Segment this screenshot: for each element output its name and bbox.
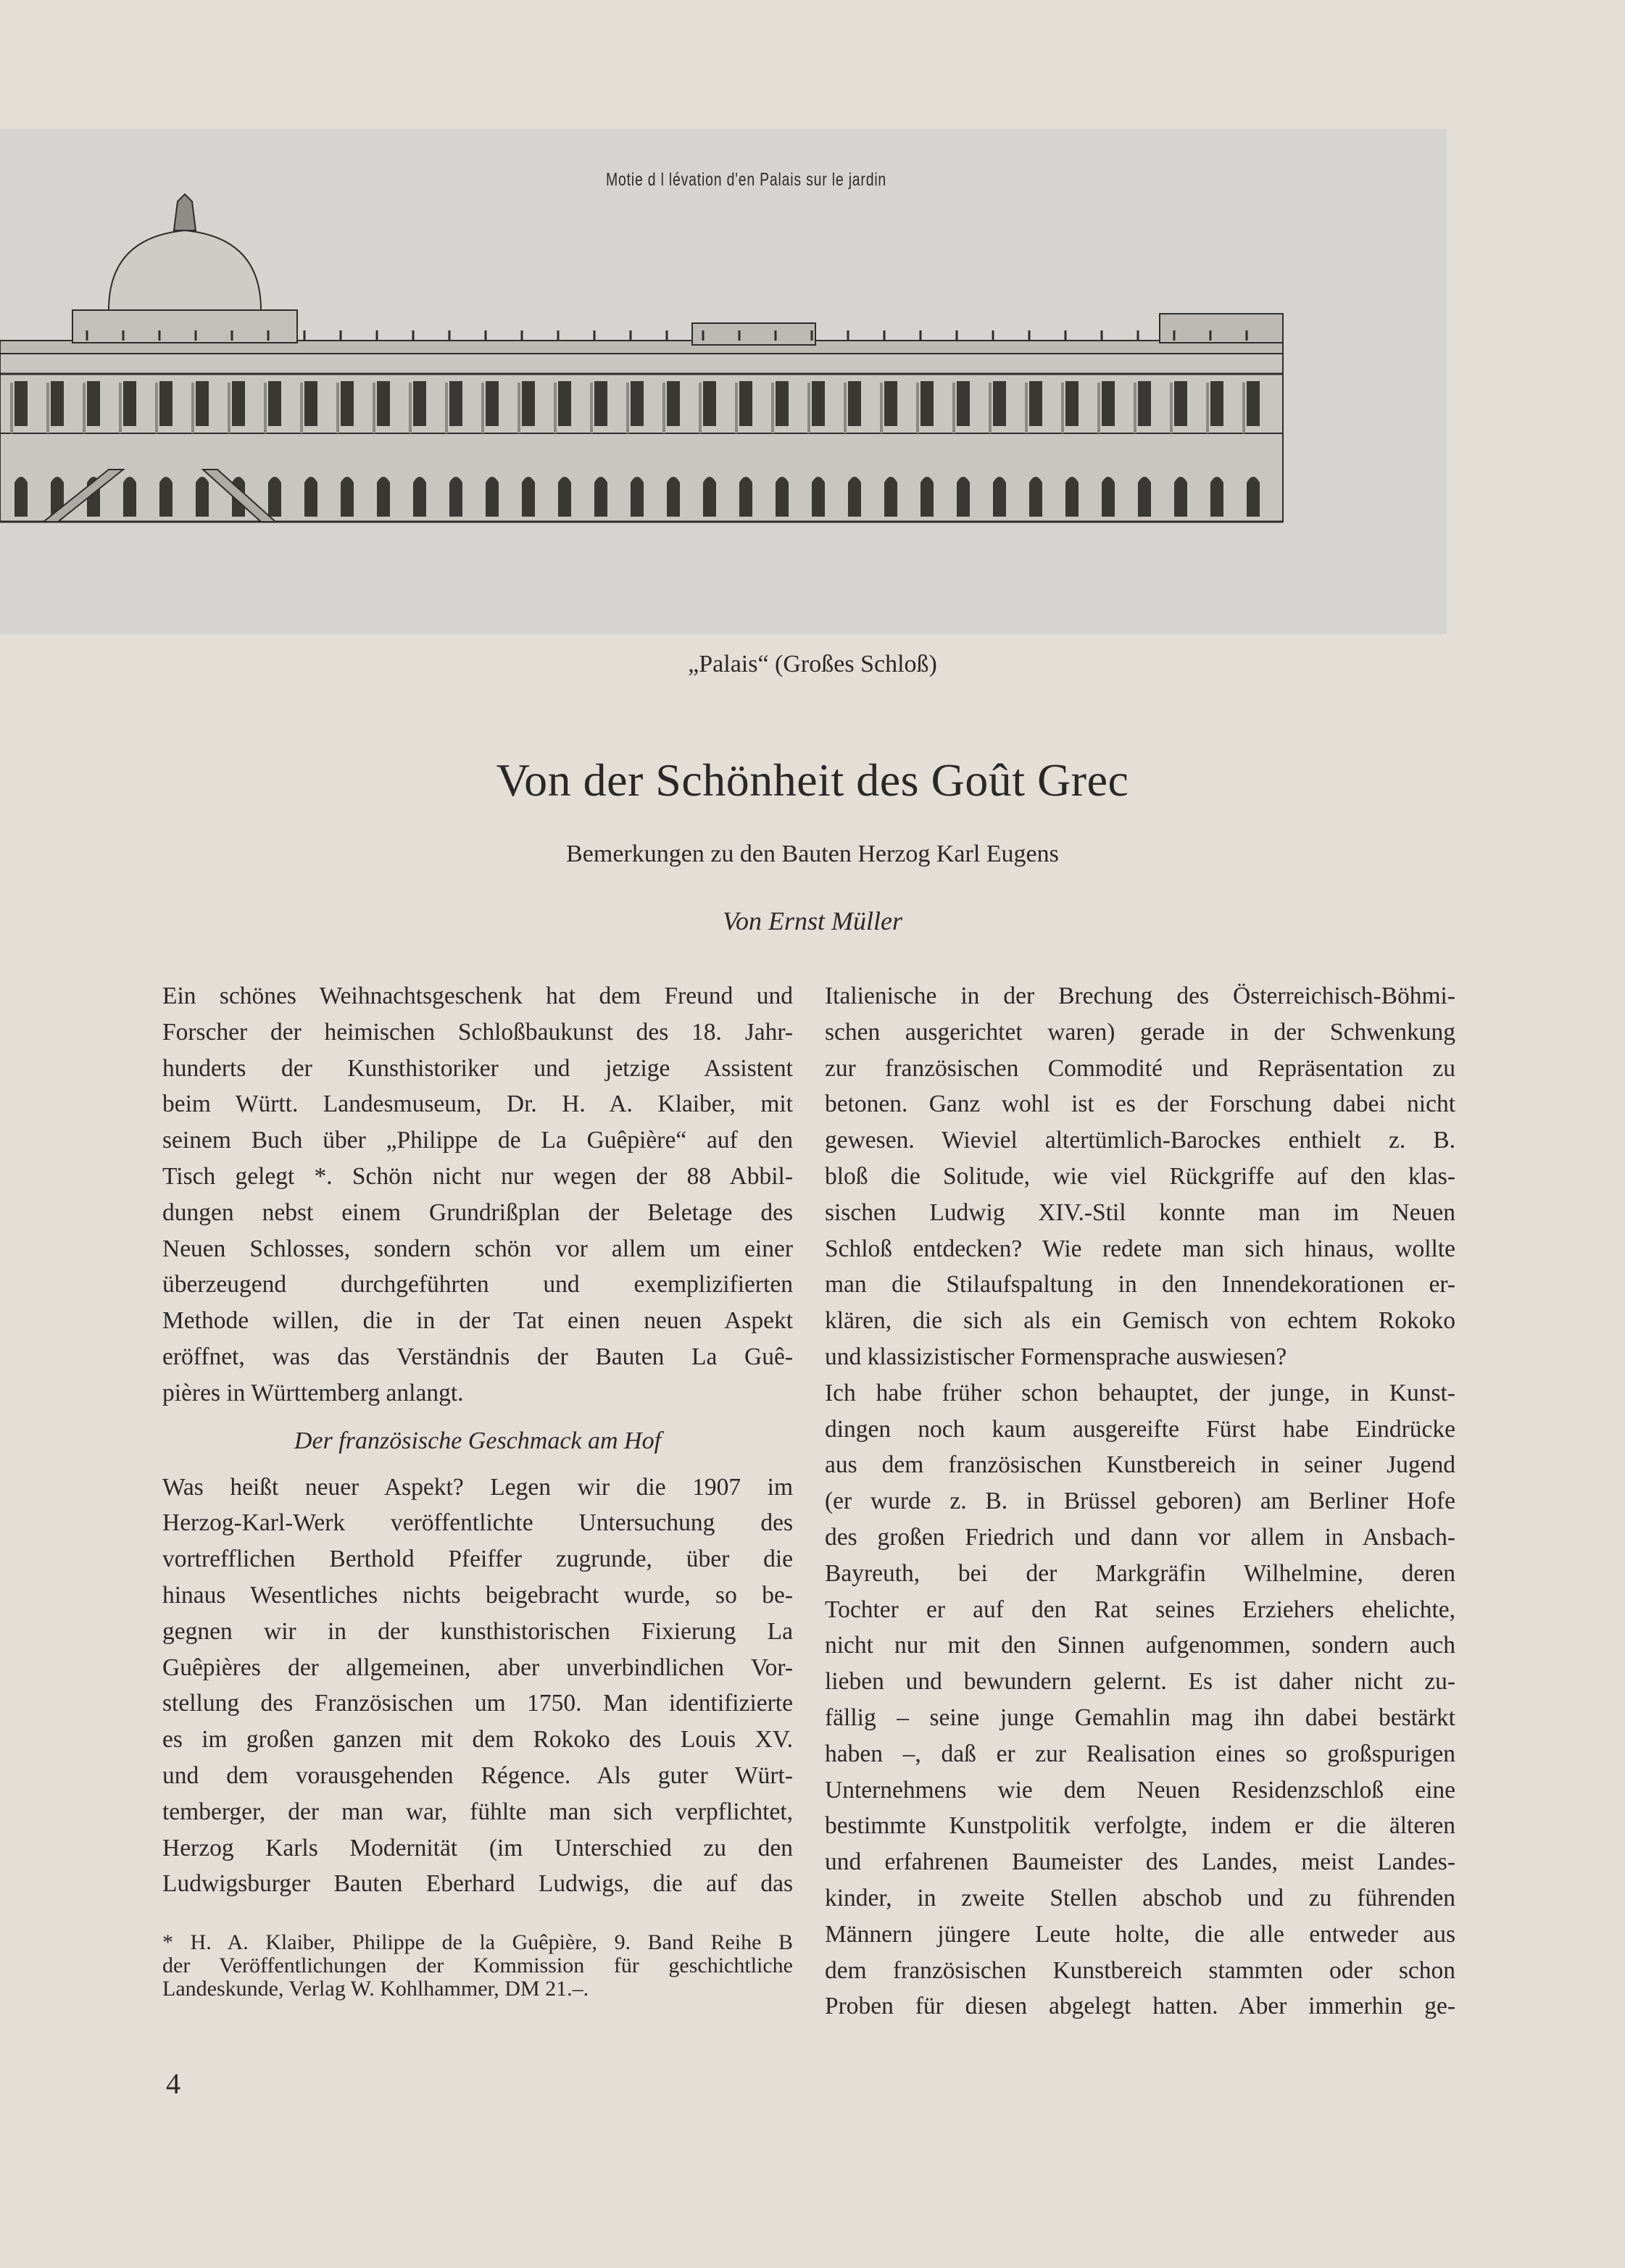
facade-arch bbox=[703, 477, 716, 517]
facade-pilaster bbox=[1170, 383, 1173, 433]
facade-arch bbox=[848, 477, 861, 517]
facade-window bbox=[631, 381, 644, 426]
facade-window bbox=[1029, 381, 1042, 426]
facade-arch bbox=[486, 477, 499, 517]
center-pavilion-attic bbox=[692, 323, 815, 345]
palace-engraving-illustration bbox=[0, 129, 1447, 634]
text-line: zur französischen Commodité und Repräsentation zu bbox=[825, 1054, 1455, 1082]
text-line: Herzog Karls Modernität (im Unterschied zu den bbox=[162, 1834, 793, 1861]
facade-window bbox=[558, 381, 571, 426]
article-title: Von der Schönheit des Goût Grec bbox=[496, 754, 1129, 806]
facade-window bbox=[812, 381, 825, 426]
text-line: stellung des Französischen um 1750. Man identifizierte bbox=[162, 1690, 793, 1717]
facade-window bbox=[1102, 381, 1115, 426]
text-line: Unternehmens wie dem Neuen Residenzschloß eine bbox=[825, 1776, 1455, 1804]
text-line: Forscher der heimischen Schloßbaukunst des 18. Jahr- bbox=[162, 1018, 793, 1046]
text-line: hunderts der Kunsthistoriker und jetzige Assistent bbox=[162, 1054, 793, 1082]
text-line: Ich habe früher schon behauptet, der junge, in Kunst- bbox=[825, 1379, 1455, 1406]
text-line: haben –, daß er zur Realisation eines so großspurigen bbox=[825, 1740, 1455, 1767]
text-line: Guêpières der allgemeinen, aber unverbindlichen Vor- bbox=[162, 1654, 793, 1681]
left-column bbox=[162, 978, 793, 1902]
facade-pilaster bbox=[1025, 383, 1028, 433]
text-line: hinaus Wesentliches nichts beigebracht wurde, so be- bbox=[162, 1581, 793, 1609]
facade-pilaster bbox=[662, 383, 665, 433]
text-line: und klassizistischer Formensprache auswiesen? bbox=[825, 1343, 1287, 1370]
facade-pilaster bbox=[626, 383, 629, 433]
facade-window bbox=[87, 381, 100, 426]
facade-pilaster bbox=[83, 383, 86, 433]
facade-arch bbox=[304, 477, 317, 517]
facade-arch bbox=[812, 477, 825, 517]
text-line: (er wurde z. B. in Brüssel geboren) am Berliner Hofe bbox=[825, 1488, 1455, 1515]
page-number: 4 bbox=[166, 2067, 180, 2100]
facade-arch bbox=[1247, 477, 1260, 517]
paragraph bbox=[162, 1469, 793, 1903]
facade-pilaster bbox=[228, 383, 230, 433]
text-line: dingen noch kaum ausgereifte Fürst habe Eindrücke bbox=[825, 1415, 1455, 1443]
text-line: kinder, in zweite Stellen abschob und zu führenden bbox=[825, 1884, 1455, 1911]
facade-arch bbox=[1138, 477, 1151, 517]
facade-arch bbox=[1065, 477, 1079, 517]
facade-pilaster bbox=[880, 383, 883, 433]
text-line: fällig – seine junge Gemahlin mag ihn dabei bestärkt bbox=[825, 1704, 1455, 1731]
facade-arch bbox=[341, 477, 354, 517]
facade-arch bbox=[377, 477, 390, 517]
facade-window bbox=[957, 381, 970, 426]
figure-caption: „Palais“ (Großes Schloß) bbox=[688, 651, 937, 678]
footnote-line: * H. A. Klaiber, Philippe de la Guêpière, 9. Band Reihe B bbox=[162, 1931, 793, 1954]
text-line: temberger, der man war, fühlte man sich verpflichtet, bbox=[162, 1798, 793, 1825]
facade-pilaster bbox=[590, 383, 593, 433]
facade-pilaster bbox=[844, 383, 847, 433]
facade-window bbox=[993, 381, 1006, 426]
text-line: dem französischen Kunstbereich stammten oder schon bbox=[825, 1956, 1455, 1984]
facade-window bbox=[1174, 381, 1187, 426]
text-line: Methode willen, die in der Tat einen neuen Aspekt bbox=[162, 1307, 793, 1335]
text-line: gegnen wir in der kunsthistorischen Fixierung La bbox=[162, 1617, 793, 1645]
text-line: Ludwigsburger Bauten Eberhard Ludwigs, die auf das bbox=[162, 1870, 793, 1898]
facade-window bbox=[232, 381, 245, 426]
facade-arch bbox=[522, 477, 535, 517]
facade-arch bbox=[558, 477, 571, 517]
facade-window bbox=[594, 381, 607, 426]
facade-pilaster bbox=[1097, 383, 1100, 433]
facade-window bbox=[51, 381, 64, 426]
text-line: Schloß entdecken? Wie redete man sich hinaus, wollte bbox=[825, 1235, 1455, 1262]
facade-window bbox=[196, 381, 209, 426]
facade-arch bbox=[196, 477, 209, 517]
facade-pilaster bbox=[699, 383, 702, 433]
text-line: Bayreuth, bei der Markgräfin Wilhelmine, deren bbox=[825, 1559, 1455, 1587]
right-pavilion-attic bbox=[1160, 314, 1283, 343]
facade-pilaster bbox=[264, 383, 267, 433]
facade-arch bbox=[776, 477, 789, 517]
facade-pilaster bbox=[1061, 383, 1064, 433]
dome-crown-sculpture bbox=[174, 194, 196, 230]
article-byline: Von Ernst Müller bbox=[723, 906, 902, 935]
text-line: schen ausgerichtet waren) gerade in der Schwenkung bbox=[825, 1018, 1455, 1046]
facade-window bbox=[884, 381, 897, 426]
facade-window bbox=[14, 381, 28, 426]
facade-arch bbox=[631, 477, 644, 517]
facade-pilaster bbox=[771, 383, 774, 433]
footnote bbox=[162, 1931, 793, 2001]
facade-arch bbox=[14, 477, 28, 517]
text-line: Tisch gelegt *. Schön nicht nur wegen der 88 Abbil- bbox=[162, 1162, 793, 1190]
facade-window bbox=[1247, 381, 1260, 426]
facade-arch bbox=[1102, 477, 1115, 517]
text-line: und erfahrenen Baumeister des Landes, meist Landes- bbox=[825, 1848, 1455, 1876]
facade-arch bbox=[1210, 477, 1223, 517]
text-line: gewesen. Wieviel altertümlich-Barockes enthielt z. B. bbox=[825, 1127, 1455, 1154]
facade-arch bbox=[1174, 477, 1187, 517]
facade-window bbox=[268, 381, 281, 426]
facade-window bbox=[776, 381, 789, 426]
facade-pilaster bbox=[1206, 383, 1209, 433]
engraving-title: Motie d l lévation d'en Palais sur le jardin bbox=[606, 170, 887, 190]
facade-pilaster bbox=[300, 383, 303, 433]
article-subtitle: Bemerkungen zu den Bauten Herzog Karl Eugens bbox=[566, 841, 1059, 867]
facade-window bbox=[159, 381, 173, 426]
text-line: Herzog-Karl-Werk veröffentlichte Untersuchung des bbox=[162, 1509, 793, 1537]
facade-pilaster bbox=[155, 383, 158, 433]
facade-window bbox=[1138, 381, 1151, 426]
text-line: Neuen Schlosses, sondern schön vor allem um einer bbox=[162, 1235, 793, 1262]
facade-pilaster bbox=[409, 383, 412, 433]
text-line: überzeugend durchgeführten und exemplizifierten bbox=[162, 1271, 793, 1298]
text-line: des großen Friedrich und dann vor allem in Ansbach- bbox=[825, 1523, 1455, 1551]
facade-pilaster bbox=[191, 383, 194, 433]
facade-pilaster bbox=[554, 383, 557, 433]
text-line: und dem vorausgehenden Régence. Als guter Würt- bbox=[162, 1762, 793, 1789]
facade-arch bbox=[268, 477, 281, 517]
text-line: man die Stilaufspaltung in den Innendekorationen er- bbox=[825, 1271, 1455, 1298]
dome-base bbox=[72, 310, 297, 343]
facade-arch bbox=[159, 477, 173, 517]
text-line: sischen Ludwig XIV.-Stil konnte man im Neuen bbox=[825, 1198, 1455, 1226]
paragraph bbox=[825, 978, 1455, 1375]
paragraph bbox=[162, 978, 793, 1412]
facade-pilaster bbox=[518, 383, 520, 433]
facade-arch bbox=[957, 477, 970, 517]
facade-window bbox=[123, 381, 136, 426]
facade-pilaster bbox=[916, 383, 919, 433]
text-line: eröffnet, was das Verständnis der Bauten La Guê- bbox=[162, 1343, 793, 1370]
facade-window bbox=[377, 381, 390, 426]
facade-arch bbox=[1029, 477, 1042, 517]
text-line: Ein schönes Weihnachtsgeschenk hat dem Freund und bbox=[162, 983, 793, 1009]
facade-pilaster bbox=[46, 383, 49, 433]
facade-arch bbox=[413, 477, 426, 517]
text-line: vortrefflichen Berthold Pfeiffer zugrunde, über die bbox=[162, 1546, 793, 1573]
text-line: Was heißt neuer Aspekt? Legen wir die 1907 im bbox=[162, 1473, 793, 1501]
facade-arch bbox=[884, 477, 897, 517]
text-line: lieben und bewundern gelernt. Es ist daher nicht zu- bbox=[825, 1668, 1455, 1696]
text-line: Männern jüngere Leute holte, die alle entweder aus bbox=[825, 1920, 1455, 1948]
facade-arch bbox=[449, 477, 462, 517]
facade-window bbox=[486, 381, 499, 426]
facade-pilaster bbox=[1242, 383, 1245, 433]
facade-pilaster bbox=[481, 383, 484, 433]
facade-arch bbox=[920, 477, 934, 517]
facade-arch bbox=[739, 477, 752, 517]
facade-pilaster bbox=[373, 383, 375, 433]
text-line: Tochter er auf den Rat seines Erziehers ehelichte, bbox=[825, 1596, 1455, 1623]
facade-pilaster bbox=[989, 383, 992, 433]
text-line: Italienische in der Brechung des Österreichisch-Böhmi- bbox=[825, 983, 1455, 1009]
text-line: seinem Buch über „Philippe de La Guêpière“ auf den bbox=[162, 1127, 793, 1154]
text-line: aus dem französischen Kunstbereich in seiner Jugend bbox=[825, 1451, 1455, 1479]
facade-arch bbox=[123, 477, 136, 517]
facade-arch bbox=[993, 477, 1006, 517]
facade-pilaster bbox=[952, 383, 955, 433]
text-line: betonen. Ganz wohl ist es der Forschung dabei nicht bbox=[825, 1091, 1455, 1118]
facade-window bbox=[304, 381, 317, 426]
section-subheading: Der französische Geschmack am Hof bbox=[294, 1427, 662, 1454]
facade-window bbox=[1065, 381, 1079, 426]
text-line: beim Württ. Landesmuseum, Dr. H. A. Klaiber, mit bbox=[162, 1091, 793, 1118]
facade-window bbox=[920, 381, 934, 426]
paragraph bbox=[825, 1375, 1455, 2025]
text-line: nicht nur mit den Sinnen aufgenommen, sondern auch bbox=[825, 1632, 1455, 1659]
facade-arch bbox=[667, 477, 680, 517]
palace-dome bbox=[109, 230, 261, 310]
facade-pilaster bbox=[735, 383, 738, 433]
facade-window bbox=[739, 381, 752, 426]
text-line: pières in Württemberg anlangt. bbox=[162, 1379, 464, 1406]
facade-window bbox=[413, 381, 426, 426]
palace-elevation-figure bbox=[0, 129, 1447, 634]
facade-window bbox=[522, 381, 535, 426]
text-line: Proben für diesen abgelegt hatten. Aber immerhin ge- bbox=[825, 1993, 1455, 2020]
facade-window bbox=[667, 381, 680, 426]
facade-window bbox=[1210, 381, 1223, 426]
footnote-line: der Veröffentlichungen der Kommission für geschichtliche bbox=[162, 1954, 793, 1977]
facade-pilaster bbox=[10, 383, 13, 433]
facade-pilaster bbox=[807, 383, 810, 433]
facade-window bbox=[341, 381, 354, 426]
facade-window bbox=[703, 381, 716, 426]
facade-pilaster bbox=[1134, 383, 1136, 433]
text-line: klären, die sich als ein Gemisch von echtem Rokoko bbox=[825, 1307, 1455, 1335]
facade-pilaster bbox=[445, 383, 448, 433]
facade-window bbox=[848, 381, 861, 426]
text-line: es im großen ganzen mit dem Rokoko des Louis XV. bbox=[162, 1726, 793, 1754]
text-line: dungen nebst einem Grundrißplan der Beletage des bbox=[162, 1198, 793, 1226]
facade-pilaster bbox=[119, 383, 122, 433]
text-line: bloß die Solitude, wie viel Rückgriffe auf den klas- bbox=[825, 1162, 1455, 1190]
facade-arch bbox=[594, 477, 607, 517]
facade-pilaster bbox=[336, 383, 339, 433]
right-column bbox=[825, 978, 1455, 2025]
footnote-line: Landeskunde, Verlag W. Kohlhammer, DM 21.–. bbox=[162, 1977, 589, 2001]
text-line: bestimmte Kunstpolitik verfolgte, indem er die älteren bbox=[825, 1812, 1455, 1840]
facade-window bbox=[449, 381, 462, 426]
